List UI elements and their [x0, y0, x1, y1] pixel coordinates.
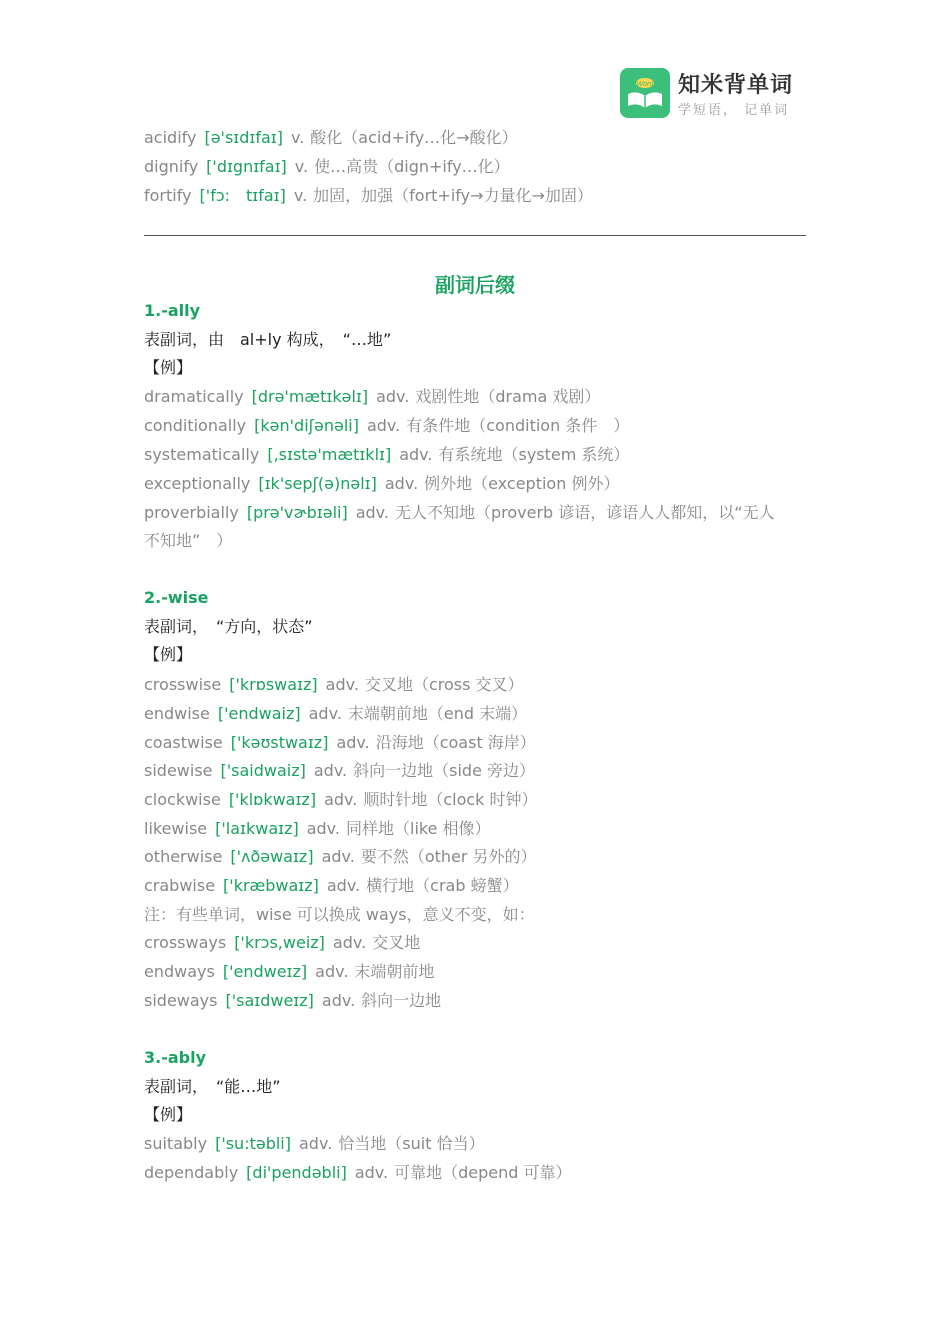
entry-word: suitably — [144, 1134, 208, 1153]
entry-phonetic: ['ʌðəwaɪz] — [230, 847, 314, 866]
entry-pos: adv. — [332, 933, 367, 952]
entry-line — [144, 503, 775, 523]
entry-word: otherwise — [144, 847, 223, 866]
entry-word: coastwise — [144, 733, 223, 752]
entry-definition: 顺时针地（clock 时钟） — [363, 790, 538, 809]
entry-line — [144, 675, 524, 695]
entry-phonetic: [,sɪstə'mætɪklɪ] — [267, 445, 392, 464]
entry-phonetic: [drə'mætɪkəlɪ] — [251, 387, 369, 406]
section-title: 副词后缀 — [435, 273, 515, 297]
entry-pos: adv. — [399, 445, 433, 464]
example-label: 【例】 — [144, 645, 193, 664]
entry-phonetic: ['endwaiz] — [217, 704, 301, 723]
entry-line — [144, 387, 600, 407]
entry-pos: adv. — [321, 847, 355, 866]
entry-word: fortify — [144, 186, 192, 205]
entry-line — [144, 790, 538, 810]
entry-line — [144, 962, 434, 982]
entry-pos: adv. — [336, 733, 370, 752]
entry-definition: 使…高贵（dign+ify…化） — [314, 157, 510, 176]
brand-name: 知米背单词 — [678, 73, 794, 98]
entry-line — [144, 733, 536, 753]
entry-definition: 末端朝前地（end 末端） — [347, 704, 528, 723]
entry-line — [144, 1134, 485, 1154]
entry-definition: 交叉地 — [372, 933, 421, 952]
section-description: 表副词，由 al+ly 构成， “…地” — [144, 330, 392, 349]
entry-continuation: 不知地” ） — [144, 531, 233, 550]
entry-phonetic: [kən'diʃənəli] — [254, 416, 359, 435]
entry-pos: adv. — [325, 675, 359, 694]
entry-line — [144, 186, 593, 206]
entry-word: clockwise — [144, 790, 221, 809]
entry-phonetic: ['krɔs,weiz] — [234, 933, 325, 952]
entry-phonetic: ['saɪdweɪz] — [225, 991, 314, 1010]
entry-word: conditionally — [144, 416, 247, 435]
entry-phonetic: [ə'sɪdɪfaɪ] — [204, 128, 283, 147]
entry-phonetic: ['laɪkwaɪz] — [215, 819, 299, 838]
entry-phonetic: [di'pendəbli] — [246, 1163, 347, 1182]
entry-pos: adv. — [326, 876, 361, 895]
entry-pos: adv. — [308, 704, 342, 723]
entry-pos: adv. — [321, 991, 356, 1010]
section-note: 注：有些单词，wise 可以换成 ways，意义不变，如： — [144, 905, 535, 924]
entry-phonetic: [ɪk'sepʃ(ə)nəlɪ] — [258, 474, 377, 493]
entry-pos: adv. — [354, 1163, 389, 1182]
entry-definition: 横行地（crab 螃蟹） — [366, 876, 519, 895]
entry-word: sidewise — [144, 761, 213, 780]
entry-word: dependably — [144, 1163, 239, 1182]
section-heading: 1.-ally — [144, 301, 201, 320]
entry-phonetic: ['su:təbli] — [215, 1134, 291, 1153]
entry-pos: adv. — [355, 503, 389, 522]
entry-line — [144, 128, 518, 148]
entry-pos: adv. — [366, 416, 401, 435]
entry-phonetic: ['dɪgnɪfaɪ] — [206, 157, 287, 176]
entry-line — [144, 847, 537, 867]
entry-pos: adv. — [376, 387, 410, 406]
book-logo-icon — [620, 68, 670, 118]
entry-definition: 可靠地（depend 可靠） — [394, 1163, 572, 1182]
section-heading: 2.-wise — [144, 588, 209, 607]
entry-phonetic: ['saidwaiz] — [220, 761, 306, 780]
entry-definition: 例外地（exception 例外） — [424, 474, 620, 493]
entry-word: dramatically — [144, 387, 244, 406]
entry-line — [144, 761, 535, 781]
entry-word: dignify — [144, 157, 199, 176]
entry-line — [144, 157, 510, 177]
entry-word: systematically — [144, 445, 260, 464]
entry-line — [144, 876, 519, 896]
entry-line — [144, 474, 619, 494]
entry-pos: adv. — [384, 474, 419, 493]
entry-pos: v. — [290, 128, 305, 147]
entry-line — [144, 819, 491, 839]
logo-word: Word — [636, 81, 654, 88]
entry-definition: 同样地（like 相像） — [346, 819, 491, 838]
entry-definition: 酸化（acid+ify…化→酸化） — [310, 128, 518, 147]
entry-definition: 沿海地（coast 海岸） — [375, 733, 536, 752]
entry-word: likewise — [144, 819, 208, 838]
entry-definition: 斜向一边地 — [361, 991, 442, 1010]
entry-line — [144, 1163, 572, 1183]
entry-word: sideways — [144, 991, 218, 1010]
entry-definition: 有条件地（condition 条件 ） — [406, 416, 630, 435]
entry-definition: 加固，加强（fort+ify→力量化→加固） — [313, 186, 593, 205]
entry-phonetic: ['fɔ: tɪfaɪ] — [199, 186, 286, 205]
entry-pos: adv. — [299, 1134, 333, 1153]
entry-phonetic: [prə'vɚbɪəli] — [246, 503, 348, 522]
section-heading: 3.-ably — [144, 1048, 207, 1067]
entry-word: crosswise — [144, 675, 222, 694]
entry-word: proverbially — [144, 503, 239, 522]
divider — [144, 235, 806, 236]
entry-line — [144, 416, 629, 436]
entry-pos: v. — [293, 186, 308, 205]
brand-slogan: 学短语， 记单词 — [678, 103, 790, 118]
entry-pos: v. — [294, 157, 309, 176]
entry-definition: 有系统地（system 系统） — [438, 445, 630, 464]
entry-pos: adv. — [315, 962, 349, 981]
entry-word: endwise — [144, 704, 210, 723]
entry-word: acidify — [144, 128, 197, 147]
entry-definition: 无人不知地（proverb 谚语，谚语人人都知，以“无人 — [394, 503, 775, 522]
section-description: 表副词， “方向，状态” — [144, 617, 313, 636]
entry-pos: adv. — [324, 790, 358, 809]
entry-definition: 恰当地（suit 恰当） — [338, 1134, 485, 1153]
entry-line — [144, 704, 527, 724]
entry-definition: 交叉地（cross 交叉） — [364, 675, 524, 694]
entry-definition: 要不然（other 另外的） — [360, 847, 537, 866]
entry-word: endways — [144, 962, 215, 981]
example-label: 【例】 — [144, 358, 193, 377]
entry-definition: 末端朝前地 — [354, 962, 435, 981]
example-label: 【例】 — [144, 1105, 193, 1124]
section-description: 表副词， “能…地” — [144, 1077, 281, 1096]
entry-word: exceptionally — [144, 474, 251, 493]
entry-definition: 戏剧性地（drama 戏剧） — [415, 387, 601, 406]
entry-pos: adv. — [306, 819, 340, 838]
brand-logo — [620, 68, 810, 120]
entry-phonetic: ['krɒswaɪz] — [229, 675, 318, 694]
entry-line — [144, 445, 629, 465]
entry-word: crabwise — [144, 876, 216, 895]
entry-line — [144, 991, 441, 1011]
entry-pos: adv. — [313, 761, 348, 780]
entry-phonetic: ['kəʊstwaɪz] — [230, 733, 329, 752]
entry-word: crossways — [144, 933, 227, 952]
entry-definition: 斜向一边地（side 旁边） — [353, 761, 536, 780]
entry-phonetic: ['endweɪz] — [222, 962, 308, 981]
entry-phonetic: ['kræbwaɪz] — [223, 876, 319, 895]
entry-line — [144, 933, 420, 953]
entry-phonetic: ['klɒkwaɪz] — [228, 790, 317, 809]
